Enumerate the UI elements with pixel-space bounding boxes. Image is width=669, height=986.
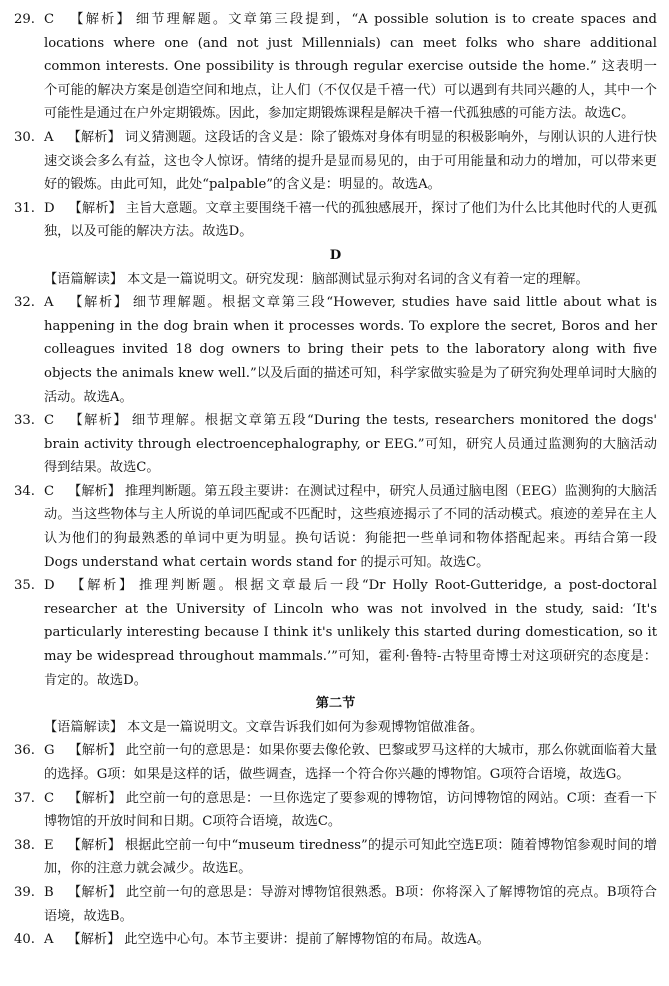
analysis-tag: 【解析】: [68, 790, 122, 806]
answer-item: [14, 739, 657, 786]
question-number: 37.: [14, 790, 35, 806]
analysis-text: 此空前一句的意思是：一旦你选定了要参观的博物馆，访问博物馆的网站。C项：查看一下博物馆的开放时间和日期。C项符合语境，故选C。: [44, 790, 658, 830]
question-number: 32.: [14, 295, 35, 311]
intro-tag: 【语篇解读】: [44, 719, 124, 735]
question-number: 38.: [14, 837, 35, 853]
question-number: 34.: [14, 483, 35, 499]
analysis-tag: 【解析】: [67, 129, 121, 145]
passage-intro: [14, 716, 657, 740]
analysis-tag: 【解析】: [68, 12, 132, 27]
section-heading: [14, 692, 657, 716]
analysis-text: 推理判断题。根据文章最后一段“Dr Holly Root-Gutteridge, a post-doctoral researcher at the University of Lincoln who was not involved in the study, said: ‘It's particularly interesting because I think it's unlikely this started during domestication, so it may be widespread throughout mammals.’”可知，霍利·鲁特-古特里奇博士对这项研究的态度是：肯定的。故选D。: [44, 578, 658, 688]
analysis-text: 主旨大意题。文章主要围绕千禧一代的孤独感展开，探讨了他们为什么比其他时代的人更孤独，以及可能的解决方法。故选D。: [44, 200, 658, 240]
answer-letter: C: [44, 483, 55, 499]
answer-item: [14, 928, 657, 952]
analysis-tag: 【解析】: [67, 932, 121, 948]
analysis-text: 此空前一句的意思是：如果你要去像伦敦、巴黎或罗马这样的大城市，那么你就面临着大量的选择。G项：如果是这样的话，做些调查，选择一个符合你兴趣的博物馆。G项符合语境，故选G。: [44, 743, 658, 782]
answer-item: [14, 574, 657, 692]
analysis-text: 细节理解题。根据文章第三段“However, studies have said little about what is happening in the dog brain when it processes words. To explore the secret, Boros and her colleagues invited 18 dog owners to bring their pets to the laboratory along with five objects the animals knew well.”以及后面的描述可知，科学家做实验是为了研究狗处理单词时大脑的活动。故选A。: [44, 295, 657, 405]
answer-letter: A: [44, 932, 54, 948]
section-heading-text: 第二节: [315, 696, 356, 712]
answer-list: [14, 8, 657, 952]
intro-text: 本文是一篇说明文。文章告诉我们如何为参观博物馆做准备。: [127, 719, 484, 735]
answer-letter: A: [44, 295, 54, 311]
question-number: 30.: [14, 129, 35, 145]
analysis-text: 此空前一句的意思是：导游对博物馆很熟悉。B项：你将深入了解博物馆的亮点。B项符合语境，故选B。: [44, 884, 657, 924]
intro-tag: 【语篇解读】: [44, 271, 124, 287]
analysis-tag: 【解析】: [67, 884, 122, 900]
answer-item: [14, 787, 657, 834]
answer-letter: G: [44, 743, 55, 759]
question-number: 36.: [14, 743, 35, 759]
analysis-text: 词义猜测题。这段话的含义是：除了锻炼对身体有明显的积极影响外，与刚认识的人进行快速交谈会多么有益，这也令人惊讶。情绪的提升是显而易见的，由于可用能量和动力的增加，可以带来更好的锻炼。由此可知，此处“palpable”的含义是：明显的。故选A。: [44, 129, 657, 193]
answer-letter: A: [44, 129, 54, 145]
question-number: 29.: [14, 12, 35, 27]
answer-letter: C: [44, 790, 55, 806]
intro-text: 本文是一篇说明文。研究发现：脑部测试显示狗对名词的含义有着一定的理解。: [127, 271, 589, 287]
question-number: 31.: [14, 200, 35, 216]
question-number: 39.: [14, 884, 35, 900]
analysis-text: 此空选中心句。本节主要讲：提前了解博物馆的布局。故选A。: [124, 932, 490, 948]
analysis-tag: 【解析】: [68, 200, 122, 216]
answer-item: [14, 881, 657, 928]
question-number: 40.: [14, 932, 35, 948]
answer-letter: D: [44, 578, 55, 594]
analysis-tag: 【解析】: [67, 295, 129, 311]
answer-letter: E: [44, 837, 54, 853]
analysis-text: 细节理解题。文章第三段提到，“A possible solution is to create spaces and locations where one (and not just Millennials) can meet folks who share additional common interests. One possibility is through regular exercise outside the home.” 这表明一个可能的解决方案是创造空间和地点，让人们（不仅仅是千禧一代）可以遇到有共同兴趣的人，其中一个可能性是通过在户外定期锻炼。因此，参加定期锻炼课程是解决千禧一代孤独感的可能方法。故选C。: [44, 12, 657, 122]
question-number: 33.: [14, 413, 35, 429]
answer-item: [14, 480, 657, 574]
answer-item: [14, 834, 657, 881]
answer-item: [14, 409, 657, 480]
passage-intro: [14, 268, 657, 292]
answer-item: [14, 197, 657, 244]
answer-item: [14, 291, 657, 409]
answer-item: [14, 8, 657, 126]
section-heading: [14, 244, 657, 268]
analysis-text: 推理判断题。第五段主要讲：在测试过程中，研究人员通过脑电图（EEG）监测狗的大脑活动。当这些物体与主人所说的单词匹配或不匹配时，这些痕迹揭示了不同的活动模式。痕迹的差异在主人认为他们的狗最熟悉的单词中更为明显。换句话说：狗能把一些单词和物体搭配起来。再结合第一段 Dogs understand what certain words stand for 的提示可知。故选C。: [44, 483, 658, 570]
answer-item: [14, 126, 657, 197]
analysis-tag: 【解析】: [68, 413, 128, 429]
analysis-text: 根据此空前一句中“museum tiredness”的提示可知此空选E项：随着博物馆参观时间的增加，你的注意力就会减少。故选E。: [44, 837, 657, 877]
analysis-tag: 【解析】: [68, 483, 121, 499]
section-heading-text: D: [329, 247, 342, 263]
question-number: 35.: [14, 578, 35, 594]
analysis-tag: 【解析】: [68, 578, 135, 594]
analysis-text: 细节理解。根据文章第五段“During the tests, researchers monitored the dogs' brain activity through electroencephalography, or EEG.”可知，研究人员通过监测狗的大脑活动得到结果。故选C。: [44, 413, 657, 476]
answer-letter: B: [44, 884, 54, 900]
answer-letter: D: [44, 200, 55, 216]
analysis-tag: 【解析】: [67, 837, 121, 853]
answer-letter: C: [44, 12, 55, 27]
answer-letter: C: [44, 413, 55, 429]
analysis-tag: 【解析】: [68, 743, 122, 759]
